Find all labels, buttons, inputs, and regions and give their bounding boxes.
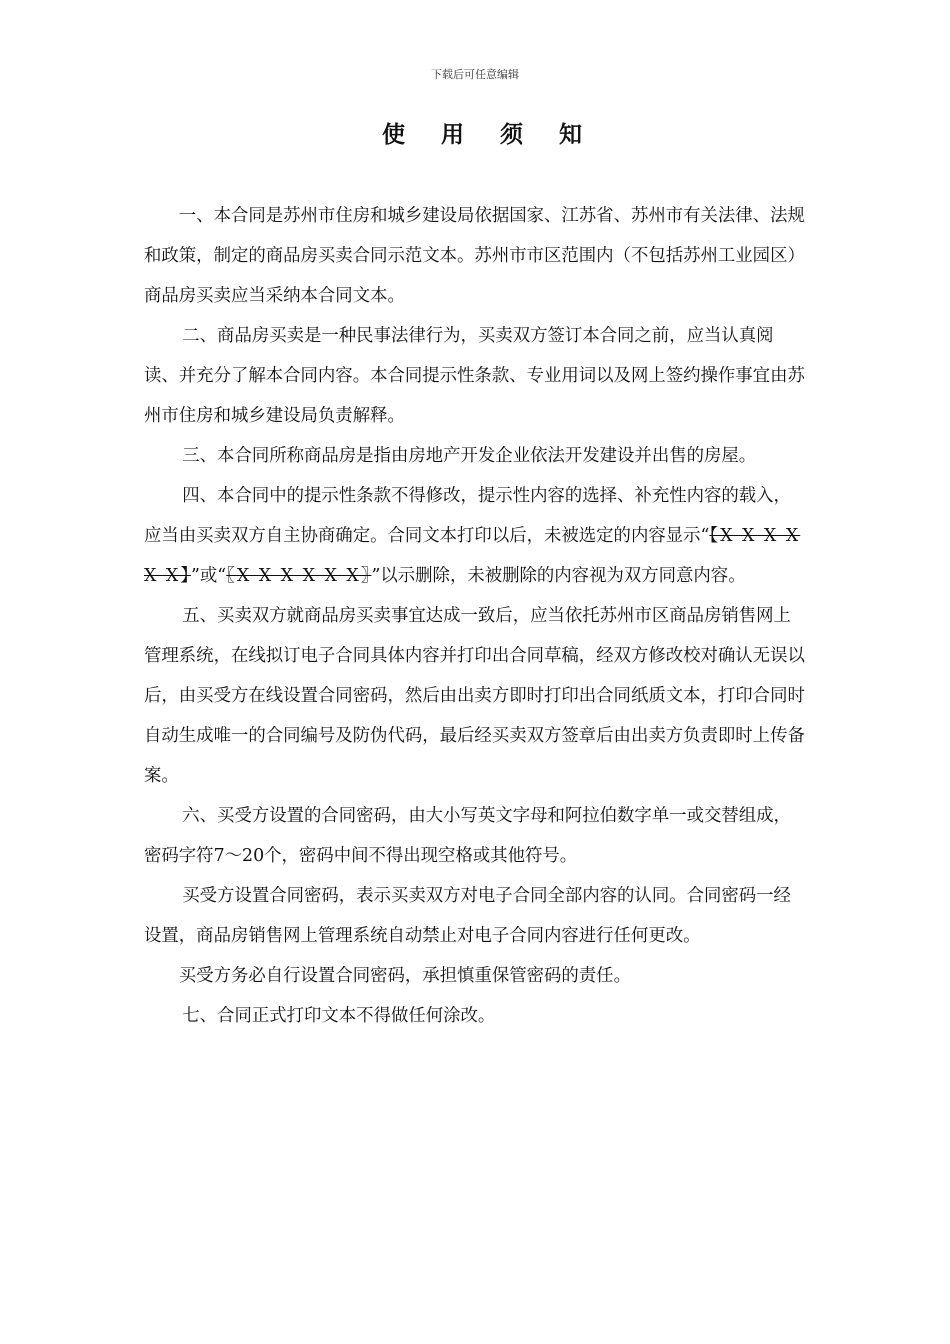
document-body xyxy=(144,196,808,1036)
paragraph-9: 七、合同正式打印文本不得做任何涂改。 xyxy=(182,1006,496,1026)
paragraph-4-text-a: 四、本合同中的提示性条款不得修改，提示性内容的选择、补充性内容的载入，应当由买卖双方自主协商确定。合同文本打印以后，未被选定的内容显示“ xyxy=(144,486,791,546)
deleted-marker-1: 【X X X X X X】 xyxy=(144,526,801,586)
paragraph-4 xyxy=(144,476,808,596)
paragraph-4-text-b: ”或“ xyxy=(190,566,227,586)
page-header: 下载后可任意编辑 xyxy=(431,68,519,81)
paragraph-5: 五、买卖双方就商品房买卖事宜达成一致后，应当依托苏州市区商品房销售网上管理系统，在线拟订电子合同具体内容并打印出合同草稿，经双方修改校对确认无误以后，由买受方在线设置合同密码，然后由出卖方即时打印出合同纸质文本，打印合同时自动生成唯一的合同编号及防伪代码，最后经买卖双方签章后由出卖方负责即时上传备案。 xyxy=(144,606,805,786)
paragraph-1: 一、本合同是苏州市住房和城乡建设局依据国家、江苏省、苏州市有关法律、法规和政策，制定的商品房买卖合同示范文本。苏州市市区范围内（不包括苏州工业园区）商品房买卖应当采纳本合同文本。 xyxy=(144,206,805,306)
paragraph-3: 三、本合同所称商品房是指由房地产开发企业依法开发建设并出售的房屋。 xyxy=(182,446,757,466)
deleted-marker-2: 〖X X X X X X〗 xyxy=(226,566,372,586)
paragraph-2: 二、商品房买卖是一种民事法律行为，买卖双方签订本合同之前，应当认真阅读、并充分了解本合同内容。本合同提示性条款、专业用词以及网上签约操作事宜由苏州市住房和城乡建设局负责解释。 xyxy=(144,326,805,426)
paragraph-6: 六、买受方设置的合同密码，由大小写英文字母和阿拉伯数字单一或交替组成，密码字符7～20个，密码中间不得出现空格或其他符号。 xyxy=(144,806,791,866)
paragraph-4-text-c: ”以示删除，未被删除的内容视为双方同意内容。 xyxy=(371,566,746,586)
document-title: 使 用 须 知 xyxy=(381,122,597,148)
paragraph-8: 买受方务必自行设置合同密码，承担慎重保管密码的责任。 xyxy=(178,966,631,986)
paragraph-7: 买受方设置合同密码，表示买卖双方对电子合同全部内容的认同。合同密码一经设置，商品房销售网上管理系统自动禁止对电子合同内容进行任何更改。 xyxy=(144,886,791,946)
